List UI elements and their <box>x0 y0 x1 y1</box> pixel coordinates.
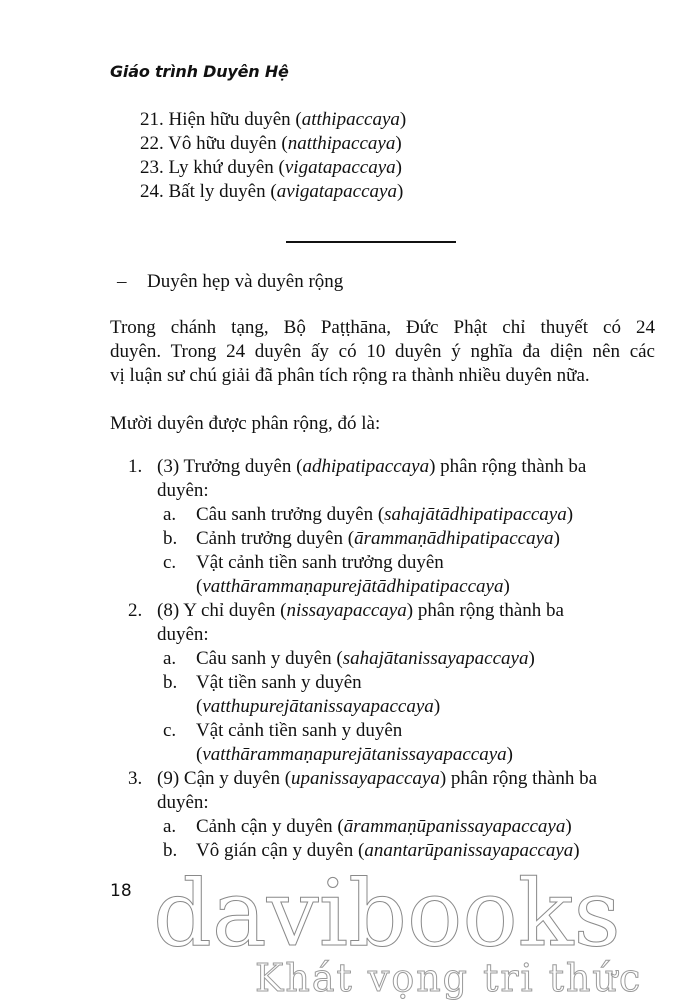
condition-item <box>140 180 406 204</box>
close-paren: ) <box>565 816 572 837</box>
condition-item <box>140 132 406 156</box>
pali-term: natthipaccaya <box>287 133 396 154</box>
item-title <box>157 599 658 623</box>
sub-item-pali-line: (vatthārammaṇapurejātanissayapaccaya) <box>196 744 513 765</box>
sub-item-letter: c. <box>163 552 177 573</box>
condition-label: 23. Ly khứ duyên ( <box>140 157 285 178</box>
sub-item-text <box>196 815 658 839</box>
close-paren: ) <box>396 181 404 202</box>
sub-item <box>163 527 658 551</box>
pali-term: upanissayapaccaya <box>291 768 440 789</box>
item-text: (3) Trưởng duyên ( <box>157 456 303 477</box>
sub-item-text <box>196 647 658 671</box>
sub-item-text: Vật tiền sanh y duyên <box>196 672 362 693</box>
item-text: ) phân rộng thành ba <box>439 768 598 789</box>
section-heading <box>117 270 343 294</box>
item-continuation: duyên: <box>157 480 209 501</box>
condition-item <box>140 156 406 180</box>
item-continuation: duyên: <box>157 792 209 813</box>
sub-item-text <box>196 527 658 551</box>
sub-item-letter: a. <box>163 648 177 669</box>
section-divider <box>286 241 456 243</box>
expanded-list-item <box>128 599 658 767</box>
sub-item <box>163 647 658 671</box>
item-title <box>157 455 658 479</box>
item-continuation: duyên: <box>157 624 209 645</box>
pali-term: sahajātanissayapaccaya <box>342 648 529 669</box>
item-number: 2. <box>128 600 143 621</box>
sub-item-label: Câu sanh y duyên ( <box>196 648 343 669</box>
watermark-tagline: Khát vọng tri thức <box>255 956 643 1000</box>
pali-term: vatthārammaṇapurejātādhipatipaccaya <box>202 576 504 597</box>
item-text: (9) Cận y duyên ( <box>157 768 292 789</box>
paragraph-line: duyên. Trong 24 duyên ấy có 10 duyên ý nghĩa đa diện nên các <box>110 341 655 362</box>
body-paragraph <box>110 316 655 388</box>
watermark-brand: davibooks <box>153 860 621 967</box>
item-text: (8) Y chỉ duyên ( <box>157 600 287 621</box>
condition-label: 21. Hiện hữu duyên ( <box>140 109 302 130</box>
pali-term: atthipaccaya <box>301 109 400 130</box>
paragraph-line: vị luận sư chú giải đã phân tích rộng ra thành nhiều duyên nữa. <box>110 365 590 386</box>
sub-item <box>163 551 658 599</box>
list-intro: Mười duyên được phân rộng, đó là: <box>110 413 381 434</box>
pali-term: adhipatipaccaya <box>302 456 430 477</box>
condition-label: 22. Vô hữu duyên ( <box>140 133 288 154</box>
sub-item-letter: b. <box>163 672 178 693</box>
condition-item <box>140 108 406 132</box>
sub-item-text <box>196 503 658 527</box>
sub-item <box>163 671 658 719</box>
item-number: 3. <box>128 768 143 789</box>
close-paren: ) <box>566 504 574 525</box>
close-paren: ) <box>528 648 535 669</box>
pali-term: vatthupurejātanissayapaccaya <box>202 696 434 717</box>
close-paren: ) <box>553 528 560 549</box>
sub-item-letter: b. <box>163 840 178 861</box>
expanded-list-item <box>128 767 658 863</box>
close-paren: ) <box>399 109 407 130</box>
sub-item-text: Vật cảnh tiền sanh trưởng duyên <box>196 552 444 573</box>
item-text: ) phân rộng thành ba <box>429 456 587 477</box>
pali-term: nissayapaccaya <box>286 600 407 621</box>
sub-item-letter: a. <box>163 504 177 525</box>
page-number: 18 <box>110 881 132 901</box>
pali-term: avigatapaccaya <box>276 181 397 202</box>
item-text: ) phân rộng thành ba <box>406 600 564 621</box>
pali-term: anantarūpanissayapaccaya <box>364 840 574 861</box>
sub-item-label: Cảnh cận y duyên ( <box>196 816 344 837</box>
close-paren: ) <box>433 696 441 717</box>
item-number: 1. <box>128 456 143 477</box>
close-paren: ) <box>395 157 402 178</box>
pali-term: vatthārammaṇapurejātanissayapaccaya <box>202 744 507 765</box>
close-paren: ) <box>573 840 580 861</box>
sub-item <box>163 815 658 839</box>
conditions-list <box>140 108 406 204</box>
sub-item-label: Vô gián cận y duyên ( <box>196 840 365 861</box>
pali-term: sahajātādhipatipaccaya <box>384 504 567 525</box>
pali-term: ārammaṇādhipatipaccaya <box>354 528 554 549</box>
dash-bullet: – <box>117 271 127 292</box>
sub-item-text: Vật cảnh tiền sanh y duyên <box>196 720 403 741</box>
paragraph-line: Trong chánh tạng, Bộ Paṭṭhāna, Đức Phật chỉ thuyết có 24 <box>110 317 655 338</box>
section-heading-text: Duyên hẹp và duyên rộng <box>147 271 344 292</box>
sub-item-letter: a. <box>163 816 177 837</box>
pali-term: vigatapaccaya <box>284 157 396 178</box>
sub-item-pali-line: (vatthupurejātanissayapaccaya) <box>196 696 441 717</box>
pali-term: ārammaṇūpanissayapaccaya <box>343 816 566 837</box>
close-paren: ) <box>506 744 513 765</box>
condition-label: 24. Bất ly duyên ( <box>140 181 277 202</box>
sub-item-label: Cảnh trưởng duyên ( <box>196 528 355 549</box>
sub-item-letter: c. <box>163 720 177 741</box>
sub-item-label: Câu sanh trưởng duyên ( <box>196 504 385 525</box>
running-head: Giáo trình Duyên Hệ <box>110 62 289 81</box>
sub-item <box>163 503 658 527</box>
expanded-conditions-list <box>128 455 658 863</box>
sub-item-letter: b. <box>163 528 178 549</box>
expanded-list-item <box>128 455 658 599</box>
item-title <box>157 767 658 791</box>
close-paren: ) <box>503 576 510 597</box>
close-paren: ) <box>395 133 402 154</box>
sub-item <box>163 719 658 767</box>
sub-item-pali-line: (vatthārammaṇapurejātādhipatipaccaya) <box>196 576 510 597</box>
